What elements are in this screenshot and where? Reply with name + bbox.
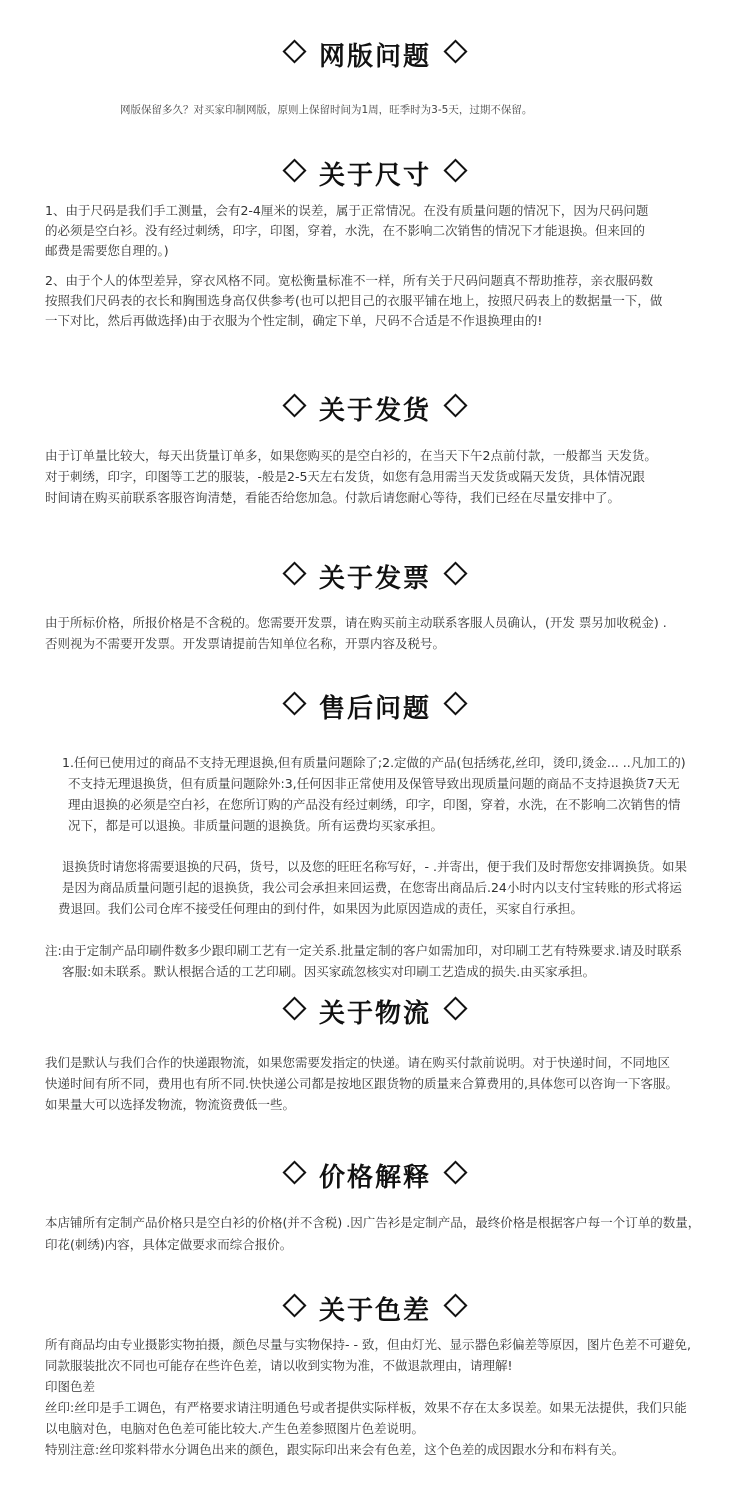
size-line: 邮费是需要您自理的。)	[45, 243, 169, 258]
aftersale-line: 是因为商品质量问题引起的退换货，我公司会承担来回运费，在您寄出商品后.24小时内以支付宝转账的形式将运	[62, 880, 682, 895]
section-title-aftersale	[0, 688, 750, 725]
section-title-color	[0, 1290, 750, 1327]
size-line: 的必须是空白衫。没有经过刺绣，印字，印图，穿着，水洗，在不影响二次销售的情况下才能退换。但来回的	[45, 223, 646, 238]
diamond-icon	[282, 691, 306, 715]
logistics-line: 如果量大可以选择发物流，物流资费低一些。	[45, 1097, 296, 1112]
diamond-icon	[282, 39, 306, 63]
aftersale-line: 理由退换的必须是空白衫，在您所订购的产品没有经过刺绣，印字，印图，穿着，水洗，在不影响二次销售的情	[68, 797, 681, 812]
section-title-text: 关于发货	[318, 396, 431, 426]
section-title-text: 关于物流	[318, 999, 431, 1029]
invoice-line: 否则视为不需要开发票。开发票请提前告知单位名称，开票内容及税号。	[45, 636, 446, 651]
shipping-line: 由于订单量比较大，每天出货量订单多，如果您购买的是空白衫的，在当天下午2点前付款，一般都当 天发货。	[45, 448, 657, 463]
color-line: 所有商品均由专业摄影实物拍摄，颜色尽量与实物保持- - 致，但由灯光、显示器色彩偏差等原因，图片色差不可避免,	[45, 1337, 691, 1352]
aftersale-note-line: 注:由于定制产品印刷件数多少跟印刷工艺有一定关系.批量定制的客户如需加印，对印刷工艺有特殊要求.请及时联系	[45, 943, 683, 958]
diamond-icon	[282, 393, 306, 417]
price-line: 本店铺所有定制产品价格只是空白衫的价格(并不含税) .因广告衫是定制产品，最终价格是根据客户每一个订单的数量，	[45, 1215, 701, 1230]
aftersale-note-line: 客服:如未联系。默认根据合适的工艺印刷。因买家疏忽核实对印刷工艺造成的损失.由买家承担。	[62, 964, 596, 979]
diamond-icon	[443, 561, 467, 585]
color-line: 以电脑对色，电脑对色色差可能比较大.产生色差参照图片色差说明。	[45, 1421, 424, 1436]
diamond-icon	[443, 996, 467, 1020]
aftersale-line: 费退回。我们公司仓库不接受任何理由的到付件，如果因为此原因造成的责任，买家自行承担。	[58, 901, 584, 916]
diamond-icon	[443, 39, 467, 63]
color-line: 印图色差	[45, 1379, 96, 1394]
diamond-icon	[443, 393, 467, 417]
size-line: 1、由于尺码是我们手工测量，会有2-4厘米的误差，属于正常情况。在没有质量问题的情况下，因为尺码问题	[45, 203, 649, 218]
section-title-text: 关于色差	[318, 1296, 431, 1326]
logistics-line: 我们是默认与我们合作的快递跟物流，如果您需要发指定的快递。请在购买付款前说明。对于快递时间，不同地区	[45, 1055, 671, 1070]
section-title-text: 售后问题	[318, 694, 431, 724]
color-line: 丝印:丝印是手工调色，有严格要求请注明通色号或者提供实际样板，效果不存在太多误差。如果无法提供，我们只能	[45, 1400, 687, 1415]
size-line: 按照我们尺码表的衣长和胸围选身高仅供参考(也可以把目己的衣服平铺在地上，按照尺码表上的数据量一下，做	[45, 293, 663, 308]
diamond-icon	[443, 1293, 467, 1317]
section-title-text: 关于发票	[318, 564, 431, 594]
logistics-line: 快递时间有所不同，费用也有所不同.快快递公司都是按地区跟货物的质量来合算费用的,具体您可以咨询一下客服。	[45, 1076, 678, 1091]
section-title-text: 网版问题	[318, 42, 431, 72]
diamond-icon	[282, 1160, 306, 1184]
diamond-icon	[282, 561, 306, 585]
section-title-size	[0, 155, 750, 192]
aftersale-line: 1.任何已使用过的商品不支持无理退换,但有质量问题除了;2.定做的产品(包括绣花,丝印，烫印,烫金... ..凡加工的)	[62, 755, 686, 770]
aftersale-line: 退换货时请您将需要退换的尺码，货号，以及您的旺旺名称写好，- .并寄出，便于我们及时帮您安排调换货。如果	[62, 859, 687, 874]
size-line: 一下对比，然后再做选择)由于衣服为个性定制，确定下单，尺码不合适是不作退换理由的!	[45, 313, 543, 328]
diamond-icon	[443, 691, 467, 715]
section-title-shipping	[0, 390, 750, 427]
section-title-logistics	[0, 993, 750, 1030]
shipping-line: 时间请在购买前联系客服咨询清楚，看能否给您加急。付款后请您耐心等待，我们已经在尽量安排中了。	[45, 490, 621, 505]
color-line: 特别注意:丝印浆料带水分调色出来的颜色，跟实际印出来会有色差，这个色差的成因跟水分和布料有关。	[45, 1442, 625, 1457]
section-title-text: 关于尺寸	[318, 161, 431, 191]
section-title-text: 价格解释	[318, 1163, 431, 1193]
section-title-price	[0, 1157, 750, 1194]
screen-line: 网版保留多久？对买家印制网版，原则上保留时间为1周，旺季时为3-5天，过期不保留。	[120, 104, 533, 116]
diamond-icon	[443, 158, 467, 182]
color-line: 同款服装批次不同也可能存在些许色差，请以收到实物为准，不做退款理由，请理解!	[45, 1358, 513, 1373]
invoice-line: 由于所标价格，所报价格是不含税的。您需要开发票，请在购买前主动联系客服人员确认，(开发 票另加收税金) .	[45, 615, 667, 630]
aftersale-line: 不支持无理退换货，但有质量问题除外:3,任何因非正常使用及保管导致出现质量问题的商品不支持退换货7天无	[68, 776, 680, 791]
diamond-icon	[443, 1160, 467, 1184]
size-line: 2、由于个人的体型差异，穿衣风格不同。宽松衡量标准不一样，所有关于尺码问题真不帮助推荐，亲衣服码数	[45, 273, 653, 288]
price-line: 印花(刺绣)内容，具体定做要求而综合报价。	[45, 1237, 293, 1252]
aftersale-line: 况下，都是可以退换。非质量问题的退换货。所有运费均买家承担。	[68, 818, 444, 833]
shipping-line: 对于刺绣，印字，印图等工艺的服装，-般是2-5天左右发货，如您有急用需当天发货或隔天发货，具体情况跟	[45, 469, 645, 484]
diamond-icon	[282, 158, 306, 182]
section-title-invoice	[0, 558, 750, 595]
diamond-icon	[282, 1293, 306, 1317]
section-title-screen	[0, 36, 750, 73]
diamond-icon	[282, 996, 306, 1020]
